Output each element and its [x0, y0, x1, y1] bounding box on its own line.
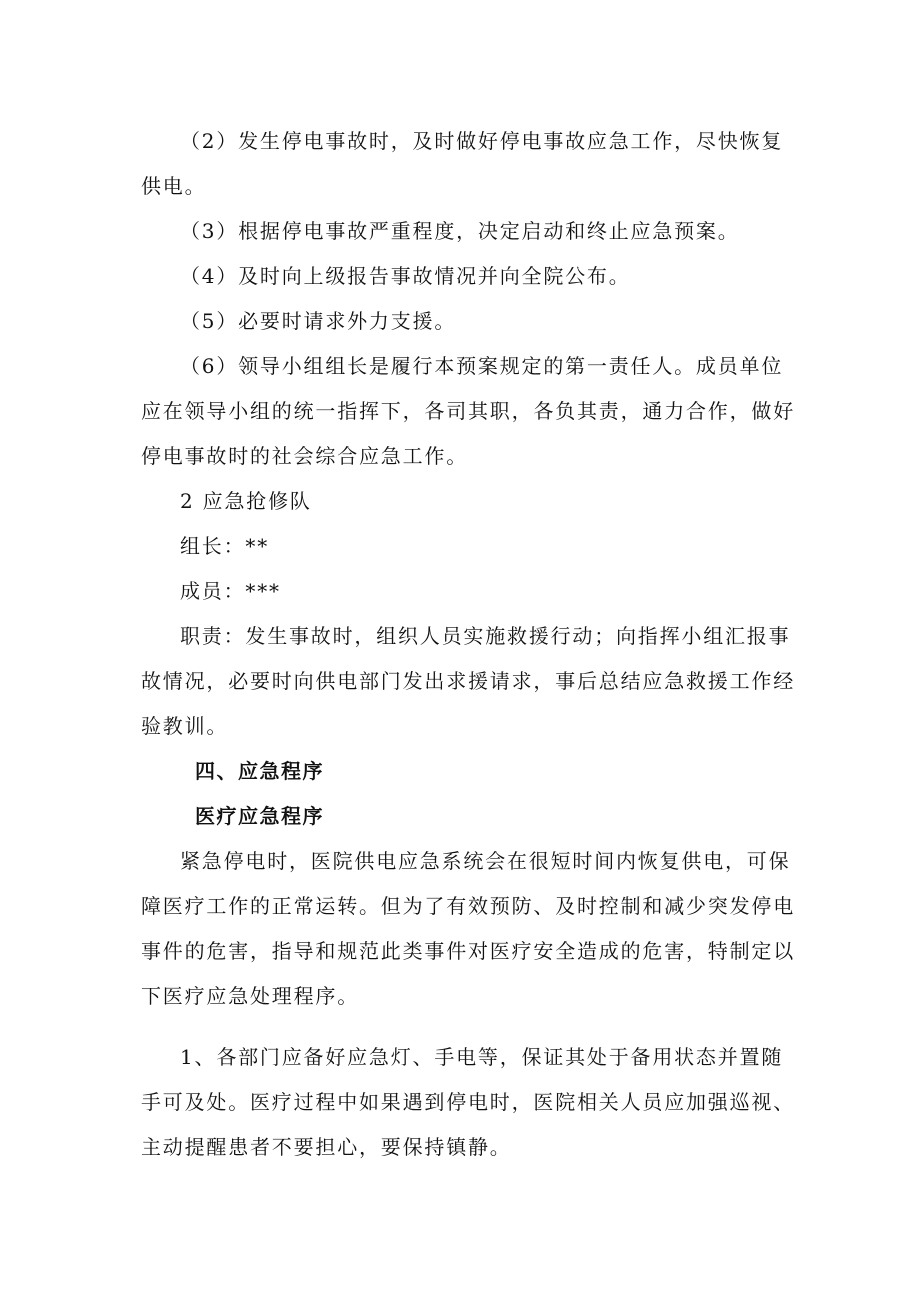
- paragraph-line: 紧急停电时，医院供电应急系统会在很短时间内恢复供电，可保: [180, 849, 791, 873]
- team-leader-line: 组长：**: [180, 534, 269, 558]
- paragraph-line: 验教训。: [141, 714, 229, 738]
- paragraph-line: 主动提醒患者不要担心，要保持镇静。: [141, 1135, 512, 1159]
- paragraph-line: 事件的危害，指导和规范此类事件对医疗安全造成的危害，特制定以: [141, 939, 795, 963]
- paragraph-line: （2）发生停电事故时，及时做好停电事故应急工作，尽快恢复: [180, 129, 784, 153]
- paragraph-line: 应在领导小组的统一指挥下，各司其职，各负其责，通力合作，做好: [141, 399, 795, 423]
- team-members-line: 成员：***: [180, 579, 281, 603]
- paragraph-line: 手可及处。医疗过程中如果遇到停电时，医院相关人员应加强巡视、: [141, 1090, 795, 1114]
- paragraph-line: （3）根据停电事故严重程度，决定启动和终止应急预案。: [180, 219, 740, 243]
- paragraph-line: 供电。: [141, 174, 207, 198]
- section-label: 2 应急抢修队: [180, 489, 312, 513]
- paragraph-line: （4）及时向上级报告事故情况并向全院公布。: [180, 264, 631, 288]
- paragraph-line: 障医疗工作的正常运转。但为了有效预防、及时控制和减少突发停电: [141, 894, 795, 918]
- paragraph-line: （6）领导小组组长是履行本预案规定的第一责任人。成员单位: [180, 354, 784, 378]
- paragraph-line: 下医疗应急处理程序。: [141, 984, 359, 1008]
- section-heading: 四、应急程序: [195, 759, 324, 783]
- paragraph-line: 故情况，必要时向供电部门发出求援请求，事后总结应急救援工作经: [141, 669, 795, 693]
- paragraph-line: （5）必要时请求外力支援。: [180, 309, 457, 333]
- paragraph-line: 职责：发生事故时，组织人员实施救援行动；向指挥小组汇报事: [180, 624, 791, 648]
- subsection-heading: 医疗应急程序: [195, 804, 324, 828]
- paragraph-line: 停电事故时的社会综合应急工作。: [141, 444, 468, 468]
- paragraph-line: 1、各部门应备好应急灯、手电等，保证其处于备用状态并置随: [180, 1045, 784, 1069]
